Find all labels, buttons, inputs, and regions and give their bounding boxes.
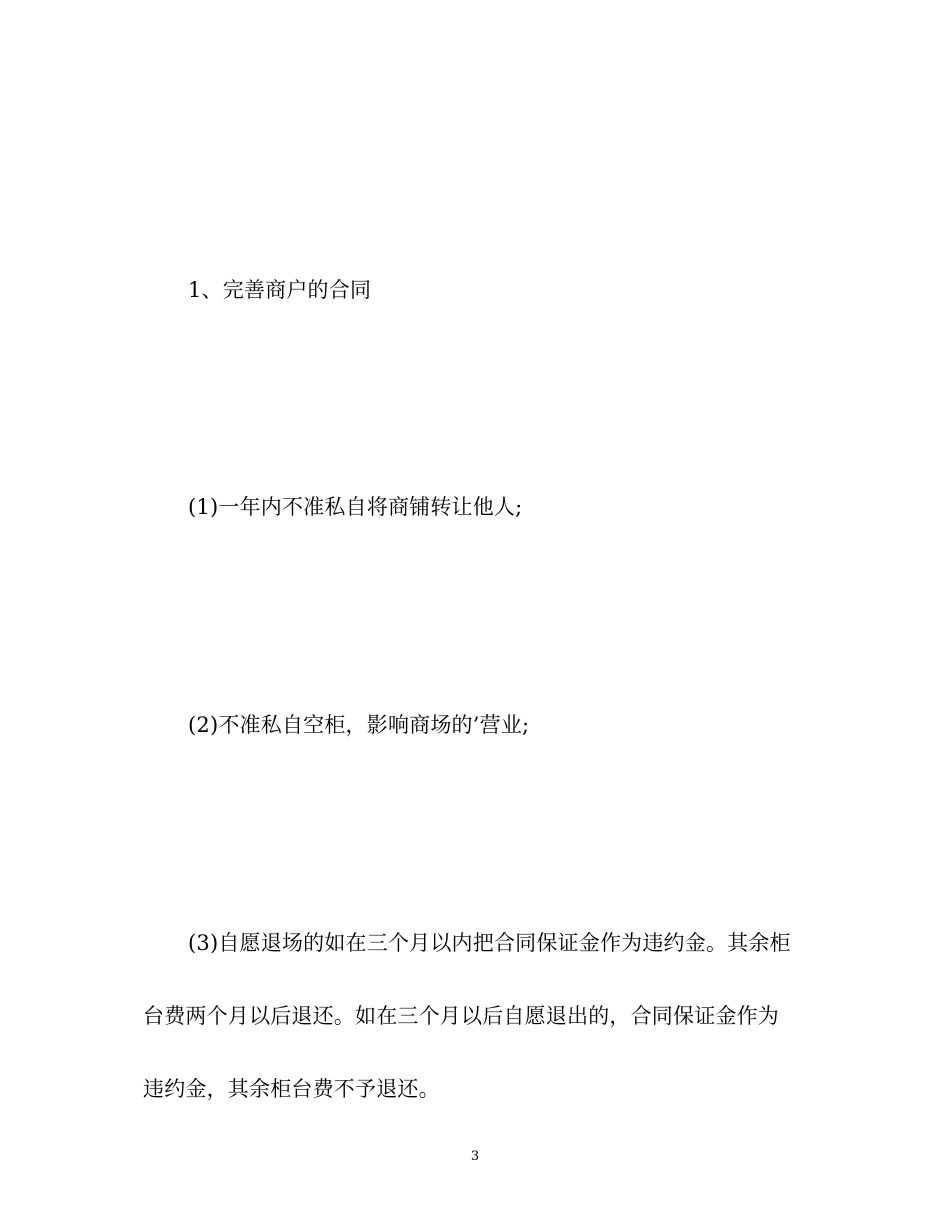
clause-2: (2)不准私自空柜，影响商场的’营业;: [188, 713, 530, 737]
clause-3-line-1: (3)自愿退场的如在三个月以内把合同保证金作为违约金。其余柜: [188, 931, 791, 955]
page-number: 3: [470, 1149, 480, 1164]
section-heading: 1、完善商户的合同: [188, 278, 372, 302]
clause-1: (1)一年内不准私自将商铺转让他人;: [188, 495, 523, 519]
clause-3-line-3: 违约金，其余柜台费不予退还。: [143, 1077, 440, 1101]
clause-3-line-2: 台费两个月以后退还。如在三个月以后自愿退出的，合同保证金作为: [143, 1004, 779, 1028]
